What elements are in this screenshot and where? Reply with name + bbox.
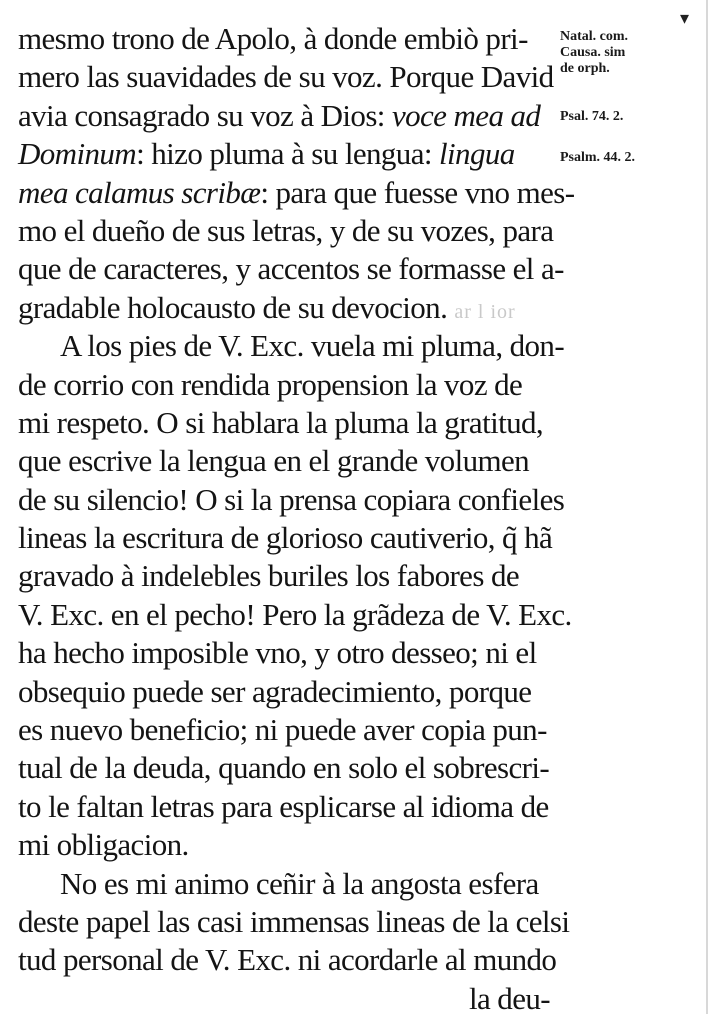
text-line: to le faltan letras para esplicarse al idioma de — [18, 788, 549, 824]
text-line: Dominum: hizo pluma à su lengua: lingua — [18, 136, 515, 172]
text-line: de su silencio! O si la prensa copiara confieles — [18, 481, 565, 517]
text-line: tud personal de V. Exc. ni acordarle al mundo — [18, 942, 557, 978]
text-line: es nuevo beneficio; ni puede aver copia pun- — [18, 712, 547, 748]
paragraph-start: A los pies de V. Exc. vuela mi pluma, don- — [60, 328, 565, 364]
margin-note: Natal. com. — [560, 29, 629, 44]
margin-note: Causa. sim — [560, 45, 626, 60]
text-line: que escrive la lengua en el grande volumen — [18, 443, 530, 479]
corner-mark: ▾ — [680, 8, 690, 29]
margin-note: Psalm. 44. 2. — [560, 150, 636, 165]
body-text — [18, 20, 575, 1018]
text-line: mo el dueño de sus letras, y de su vozes, para — [18, 212, 554, 248]
page-edge — [706, 0, 708, 1014]
text-line: mero las suavidades de su voz. Porque David — [18, 59, 554, 95]
text-line: gravado à indelebles buriles los fabores de — [18, 558, 520, 594]
text-line: obsequio puede ser agradecimiento, porque — [18, 673, 532, 709]
text-line: mi respeto. O si hablara la pluma la gratitud, — [18, 404, 544, 440]
paragraph-start: No es mi animo ceñir à la angosta esfera — [60, 865, 539, 901]
text-line: deste papel las casi immensas lineas de la celsi — [18, 903, 570, 939]
text-line: mea calamus scribæ: para que fuesse vno mes- — [18, 174, 575, 210]
margin-note: Psal. 74. 2. — [560, 109, 624, 124]
text-line: de corrio con rendida propension la voz de — [18, 366, 523, 402]
text-line: ha hecho imposible vno, y otro desseo; ni el — [18, 635, 537, 671]
text-line: mi obligacion. — [18, 827, 189, 863]
margin-note: de orph. — [560, 61, 610, 76]
catchword: la deu- — [468, 980, 550, 1016]
latin-quote: lingua — [439, 136, 515, 172]
text-line: V. Exc. en el pecho! Pero la grãdeza de V. Exc. — [18, 596, 572, 632]
text-line: gradable holocausto de su devocion. ar l ior — [18, 289, 516, 325]
latin-quote: mea calamus scribæ — [18, 174, 261, 210]
text-line: tual de la deuda, quando en solo el sobrescri- — [18, 750, 550, 786]
latin-quote: voce mea ad — [391, 97, 541, 133]
text-line: avia consagrado su voz à Dios: voce mea ad — [18, 97, 541, 133]
text-line: lineas la escritura de glorioso cautiverio, q̃ hã — [18, 520, 553, 556]
text-line: que de caracteres, y accentos se formasse el a- — [18, 251, 564, 287]
bleed-through: ar l ior — [454, 300, 516, 323]
latin-quote: Dominum — [18, 136, 137, 172]
text-line: mesmo trono de Apolo, à donde embiò pri- — [18, 21, 528, 56]
